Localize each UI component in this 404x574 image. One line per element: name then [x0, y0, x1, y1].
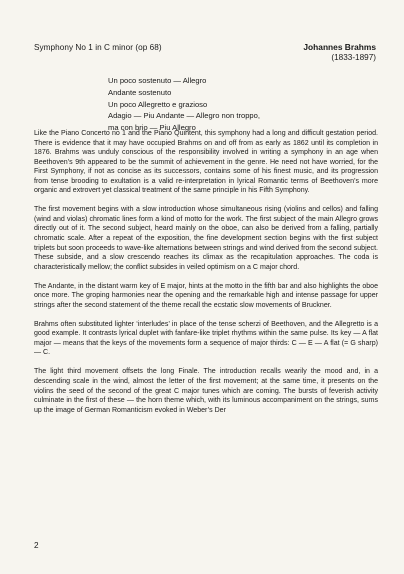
paragraph: The light third movement offsets the long Finale. The introduction recalls wearily the mood and, in a descending scale in the wind, almost the letter of the first movement; at the same time, it presents on the violins the seed of the second of the great C major tunes which are coming. The bursts of feverish activity culminate in the first of these — the horn theme which, with its luminous accompaniment on the strings, sums up the image of German Romanticism evoked in Weber’s Der	[34, 368, 378, 414]
movement-item: Un poco sostenuto — Allegro	[108, 76, 207, 85]
movement-item: Adagio — Piu Andante — Allegro non troppo,	[108, 111, 260, 121]
paragraph: The first movement begins with a slow introduction whose simultaneous rising (violins and cellos) and falling (wind and violas) chromatic lines form a kind of motto for the work. The first subject of the main Allegro grows directly out of it. The second subject, heard mainly on the oboe, can also be derived from a falling, partially chromatic scale. After a repeat of the exposition, the fine development section begins with the first subject triplets but soon proceeds to wave-like alternations between strings and wind derived from the second subject. These subside, and a slow crescendo reaches its climax as the recapitulation approaches. The coda is characteristically mellow; the conflict subsides in veiled optimism on a C major chord.	[34, 206, 378, 271]
work-title: Symphony No 1 in C minor (op 68)	[34, 43, 162, 52]
movement-item: Andante sostenuto	[108, 87, 172, 97]
program-notes	[34, 129, 378, 425]
paragraph: Like the Piano Concerto no 1 and the Piano Quintent, this symphony had a long and difficult gestation period. There is evidence that it may have occupied Brahms on and off from as early as 1862 until its completion in 1876. Brahms was unduly conscious of the responsibility involved in writing a symphony in an age when Beethoven’s 9th appeared to be the summit of achievement in the genre. He need not have worried, for the First Symphony, if not as concise as its successors, contains some of his finest music, and its progression from tense brooding to exultation is a valid re-interpretation in lyrical Romantic terms of Beethoven’s more organic and extrovert yet classical treatment of the same principle in his Fifth Symphony.	[34, 130, 378, 195]
composer-name: Johannes Brahms	[303, 42, 376, 52]
composer-dates: (1833-1897)	[331, 52, 376, 62]
paragraph: Brahms often substituted lighter ‘interludes’ in place of the tense scherzi of Beethoven, and the Allegretto is a good example. It contrasts lyrical duplet with fanfare-like triplet rhythms within the same pulse. Its key — A flat major — means that the keys of the movements form a sequence of major thirds: C — E — A flat (= G sharp) — C.	[34, 320, 378, 357]
movement-item: ma con brio — Piu Allegro	[108, 123, 196, 133]
movement-item: Un poco Allegretto e grazioso	[108, 99, 208, 109]
movement-list	[108, 75, 260, 134]
composer-block	[303, 42, 376, 63]
page-number: 2	[34, 541, 39, 550]
paragraph: The Andante, in the distant warm key of E major, hints at the motto in the fifth bar and also highlights the oboe once more. The groping harmonies near the opening and the remarkable high and intense passage for upper strings after the second statement of the theme recall the ecstatic slow movements of Bruckner.	[34, 282, 378, 309]
